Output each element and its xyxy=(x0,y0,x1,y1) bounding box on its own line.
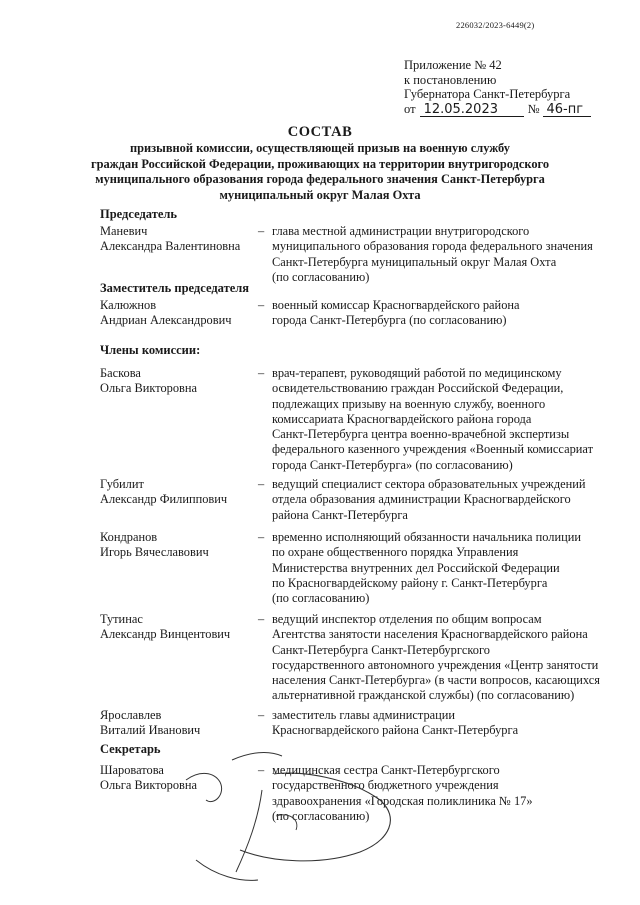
dash: – xyxy=(258,224,265,238)
dash: – xyxy=(258,763,265,777)
from-label: от xyxy=(404,101,416,116)
position-line: глава местной администрации внутригородского xyxy=(272,224,530,238)
appendix-date: 12.05.2023 xyxy=(420,103,524,117)
member-position xyxy=(272,708,617,739)
appendix-line-1: Приложение № 42 xyxy=(404,58,502,72)
position-line: здравоохранения «Городская поликлиника № 17» xyxy=(272,793,533,808)
surname: Губилит xyxy=(100,477,144,491)
given-names: Ольга Викторовна xyxy=(100,381,198,396)
member-position xyxy=(272,298,617,329)
section-members: Члены комиссии: xyxy=(100,343,201,357)
document-subtitle xyxy=(0,141,640,203)
member-position xyxy=(272,224,617,285)
member-position xyxy=(272,612,617,704)
section-deputy: Заместитель председателя xyxy=(100,281,250,295)
position-line: подлежащих призыву на военную службу, военного xyxy=(272,396,546,411)
subtitle-line: призывной комиссии, осуществляющей призыв на военную службу xyxy=(130,141,510,155)
position-line: по охране общественного порядка Управления xyxy=(272,545,519,560)
given-names: Андриан Александрович xyxy=(100,313,232,328)
given-names: Александр Винцентович xyxy=(100,627,231,642)
surname: Ярославлев xyxy=(100,708,162,722)
position-line: комиссариата Красногвардейского района города xyxy=(272,411,532,426)
number-label: № xyxy=(527,101,540,116)
position-line: Санкт-Петербурга центра военно-врачебной экспертизы xyxy=(272,427,570,442)
document-number: 226032/2023-6449(2) xyxy=(456,20,535,30)
position-line: (по согласованию) xyxy=(272,269,370,284)
position-line: государственного бюджетного учреждения xyxy=(272,778,499,793)
section-chair: Председатель xyxy=(100,207,178,221)
surname: Кондранов xyxy=(100,530,158,544)
appendix-number: 46-пг xyxy=(543,103,591,117)
document-title: СОСТАВ xyxy=(287,124,353,140)
position-line: врач-терапевт, руководящий работой по медицинскому xyxy=(272,366,562,380)
member-position xyxy=(272,477,617,523)
position-line: освидетельствованию граждан Российской Федерации, xyxy=(272,381,564,396)
position-line: федерального казенного учреждения «Военный комиссариат xyxy=(272,442,594,457)
dash: – xyxy=(258,366,265,380)
member-name xyxy=(100,298,255,329)
position-line: города Санкт-Петербурга» (по согласованию) xyxy=(272,457,513,472)
surname: Тутинас xyxy=(100,612,143,626)
given-names: Виталий Иванович xyxy=(100,723,201,738)
position-line: Агентства занятости населения Красногвардейского района xyxy=(272,627,588,642)
position-line: временно исполняющий обязанности начальника полиции xyxy=(272,530,581,544)
given-names: Александра Валентиновна xyxy=(100,239,241,254)
position-line: Министерства внутренних дел Российской Федерации xyxy=(272,560,560,575)
subtitle-line: граждан Российской Федерации, проживающих на территории внутригородского xyxy=(90,156,550,171)
surname: Калюжнов xyxy=(100,298,157,312)
member-position xyxy=(272,530,617,606)
position-line: (по согласованию) xyxy=(272,591,370,606)
position-line: медицинская сестра Санкт-Петербургского xyxy=(272,763,500,777)
given-names: Игорь Вячеславович xyxy=(100,545,209,560)
position-line: Санкт-Петербурга муниципальный округ Малая Охта xyxy=(272,254,557,269)
dash: – xyxy=(258,477,265,491)
appendix-line-2: к постановлению xyxy=(404,72,497,87)
member-position xyxy=(272,763,617,824)
section-secretary: Секретарь xyxy=(100,742,161,756)
position-line: по Красногвардейскому району г. Санкт-Петербурга xyxy=(272,575,548,590)
position-line: государственного автономного учреждения «Центр занятости xyxy=(272,657,599,672)
surname: Баскова xyxy=(100,366,141,380)
member-name xyxy=(100,366,255,397)
member-name xyxy=(100,530,255,561)
member-name xyxy=(100,763,255,794)
appendix-block xyxy=(404,58,591,117)
member-name xyxy=(100,708,255,739)
member-name xyxy=(100,612,255,643)
position-line: ведущий инспектор отделения по общим вопросам xyxy=(272,612,542,626)
position-line: Красногвардейского района Санкт-Петербурга xyxy=(272,723,519,738)
appendix-date-row xyxy=(404,102,591,117)
position-line: заместитель главы администрации xyxy=(272,708,456,722)
position-line: военный комиссар Красногвардейского района xyxy=(272,298,520,312)
appendix-line-3: Губернатора Санкт-Петербурга xyxy=(404,87,571,101)
position-line: муниципального образования города федерального значения xyxy=(272,239,593,254)
position-line: Санкт-Петербурга Санкт-Петербургского xyxy=(272,642,490,657)
position-line: альтернативной гражданской службы) (по согласованию) xyxy=(272,688,575,703)
member-position xyxy=(272,366,617,473)
dash: – xyxy=(258,612,265,626)
position-line: (по согласованию) xyxy=(272,808,370,823)
surname: Шароватова xyxy=(100,763,164,777)
given-names: Александр Филиппович xyxy=(100,492,228,507)
position-line: города Санкт-Петербурга (по согласованию) xyxy=(272,313,507,328)
dash: – xyxy=(258,298,265,312)
given-names: Ольга Викторовна xyxy=(100,778,198,793)
position-line: населения Санкт-Петербурга» (в части вопросов, касающихся xyxy=(272,673,600,688)
position-line: района Санкт-Петербурга xyxy=(272,507,408,522)
dash: – xyxy=(258,708,265,722)
position-line: ведущий специалист сектора образовательных учреждений xyxy=(272,477,586,491)
member-name xyxy=(100,224,255,255)
subtitle-line: муниципальный округ Малая Охта xyxy=(219,187,421,202)
surname: Маневич xyxy=(100,224,148,238)
position-line: отдела образования администрации Красногвардейского xyxy=(272,492,571,507)
member-name xyxy=(100,477,255,508)
subtitle-line: муниципального образования города федерального значения Санкт-Петербурга xyxy=(95,172,545,186)
dash: – xyxy=(258,530,265,544)
